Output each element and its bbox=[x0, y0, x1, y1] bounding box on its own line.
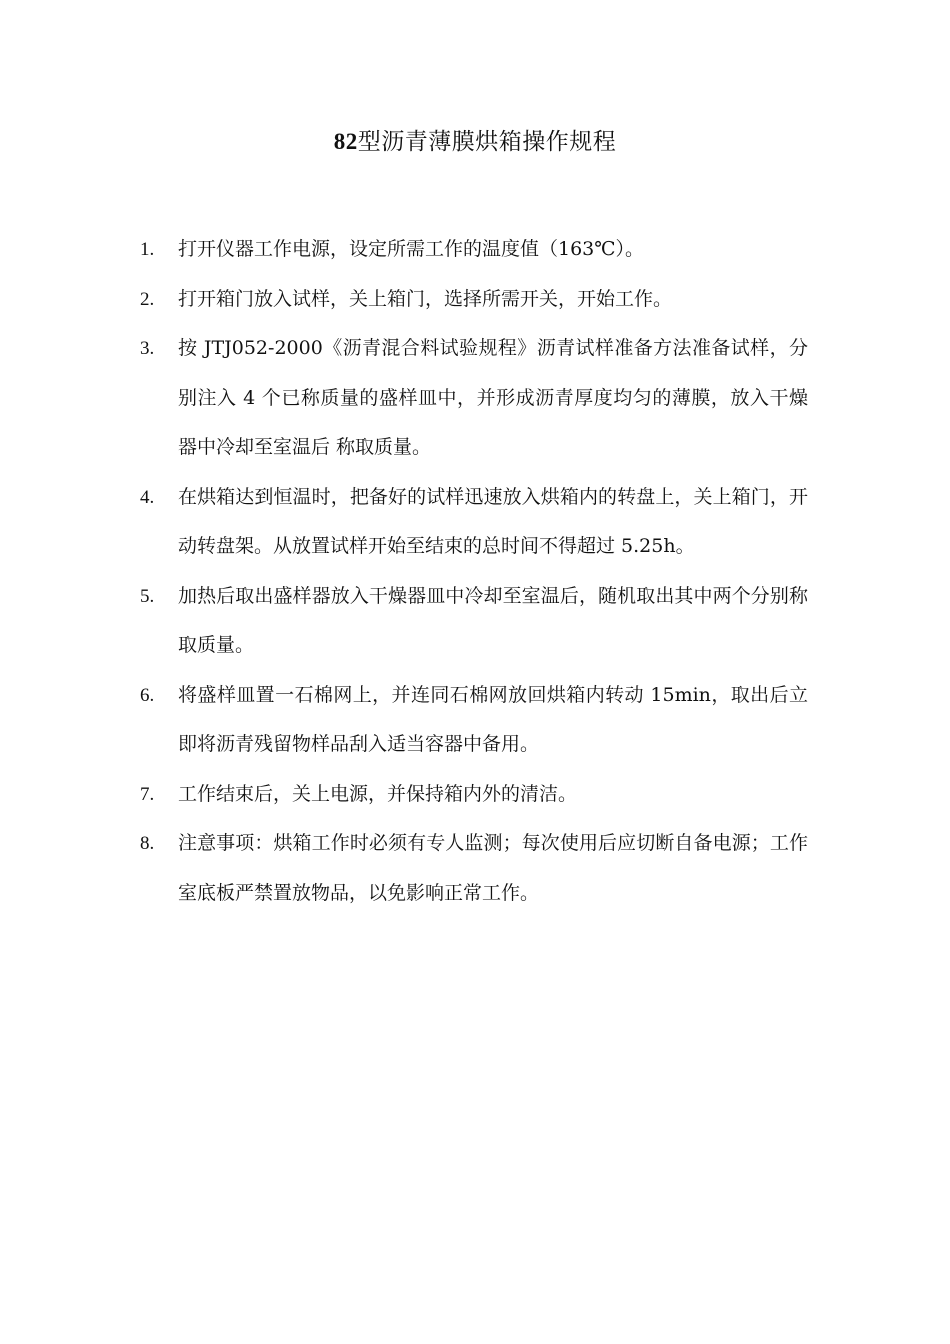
procedure-step-5 bbox=[0, 572, 950, 671]
step-text: 加热后取出盛样器放入干燥器皿中冷却至室温后，随机取出其中两个分别称取质量。 bbox=[178, 584, 808, 656]
procedure-step-4 bbox=[0, 473, 950, 572]
step-text: 将盛样皿置一石棉网上，并连同石棉网放回烘箱内转动 15min，取出后立即将沥青残留物样品刮入适当容器中备用。 bbox=[178, 683, 808, 755]
procedure-list bbox=[0, 225, 950, 918]
title-number: 82 bbox=[333, 129, 358, 154]
procedure-step-8 bbox=[0, 819, 950, 918]
procedure-step-1 bbox=[0, 225, 950, 275]
document-title bbox=[0, 124, 950, 160]
step-text: 工作结束后，关上电源，并保持箱内外的清洁。 bbox=[178, 782, 578, 805]
procedure-step-3 bbox=[0, 324, 950, 473]
step-number: 6. bbox=[140, 684, 155, 706]
step-text: 打开仪器工作电源，设定所需工作的温度值（163℃）。 bbox=[178, 238, 645, 260]
step-text: 打开箱门放入试样，关上箱门，选择所需开关，开始工作。 bbox=[178, 287, 673, 310]
step-number: 1. bbox=[140, 239, 155, 260]
step-number: 8. bbox=[140, 833, 155, 854]
step-number: 3. bbox=[140, 338, 155, 359]
step-number: 7. bbox=[140, 783, 155, 805]
procedure-step-2 bbox=[0, 275, 950, 325]
step-number: 2. bbox=[140, 288, 155, 310]
step-text: 在烘箱达到恒温时，把备好的试样迅速放入烘箱内的转盘上，关上箱门，开动转盘架。从放置试样开始至结束的总时间不得超过 5.25h。 bbox=[178, 485, 808, 557]
step-number: 5. bbox=[140, 585, 155, 607]
title-text: 型沥青薄膜烘箱操作规程 bbox=[357, 129, 617, 155]
step-text: 注意事项：烘箱工作时必须有专人监测；每次使用后应切断自备电源；工作室底板严禁置放物品，以免影响正常工作。 bbox=[178, 832, 808, 904]
procedure-step-6 bbox=[0, 671, 950, 770]
procedure-step-7 bbox=[0, 770, 950, 820]
step-text: 按 JTJ052-2000《沥青混合料试验规程》沥青试样准备方法准备试样，分别注入 4 个已称质量的盛样皿中，并形成沥青厚度均匀的薄膜，放入干燥器中冷却至室温后 称取质量。 bbox=[178, 337, 808, 458]
step-number: 4. bbox=[140, 486, 155, 508]
